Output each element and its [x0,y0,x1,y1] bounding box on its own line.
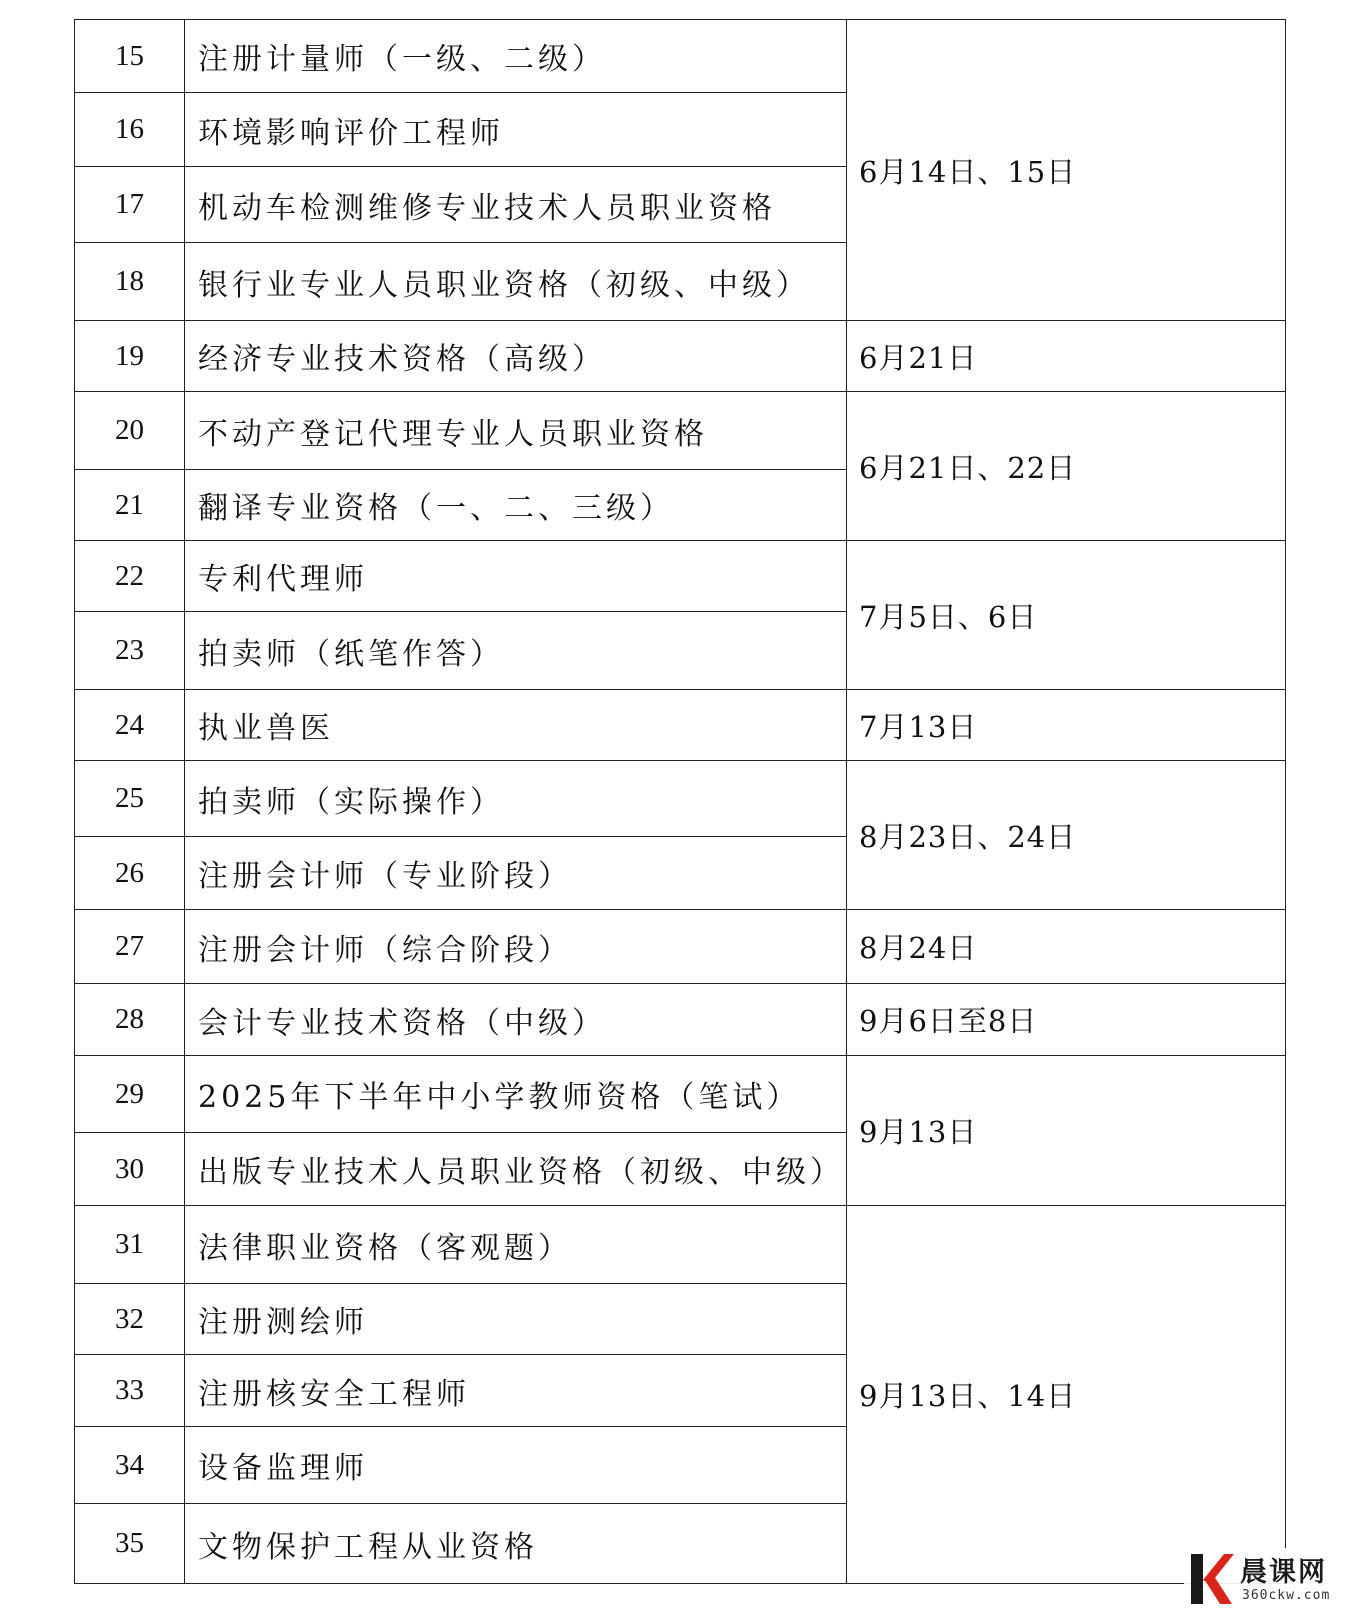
table-row [75,321,1286,392]
exam-name: 设备监理师 [185,1427,847,1504]
row-number: 31 [75,1206,185,1284]
exam-date: 6月14日、15日 [847,20,1286,321]
row-number: 18 [75,243,185,321]
row-number: 21 [75,470,185,541]
row-number: 22 [75,541,185,612]
row-number: 33 [75,1355,185,1427]
exam-date: 8月24日 [847,910,1286,984]
exam-date: 9月13日、14日 [847,1206,1286,1584]
k-logo-icon [1188,1550,1234,1608]
exam-name: 文物保护工程从业资格 [185,1504,847,1584]
row-number: 23 [75,612,185,690]
row-number: 29 [75,1056,185,1133]
table-row [75,392,1286,470]
row-number: 34 [75,1427,185,1504]
exam-name: 银行业专业人员职业资格（初级、中级） [185,243,847,321]
exam-name: 经济专业技术资格（高级） [185,321,847,392]
row-number: 27 [75,910,185,984]
exam-name: 注册核安全工程师 [185,1355,847,1427]
exam-name: 拍卖师（实际操作） [185,761,847,837]
exam-name: 专利代理师 [185,541,847,612]
row-number: 17 [75,167,185,243]
watermark-site-name: 晨课网 [1240,1557,1327,1588]
row-number: 26 [75,837,185,910]
table-row [75,20,1286,93]
table-row [75,761,1286,837]
exam-name: 法律职业资格（客观题） [185,1206,847,1284]
exam-date: 9月6日至8日 [847,984,1286,1056]
table-row [75,910,1286,984]
row-number: 15 [75,20,185,93]
exam-name: 拍卖师（纸笔作答） [185,612,847,690]
exam-date: 8月23日、24日 [847,761,1286,910]
exam-name: 2025年下半年中小学教师资格（笔试） [185,1056,847,1133]
exam-name: 会计专业技术资格（中级） [185,984,847,1056]
row-number: 30 [75,1133,185,1206]
row-number: 25 [75,761,185,837]
row-number: 32 [75,1284,185,1355]
watermark [1184,1548,1342,1612]
exam-name: 注册会计师（专业阶段） [185,837,847,910]
exam-name: 执业兽医 [185,690,847,761]
exam-date: 7月5日、6日 [847,541,1286,690]
row-number: 35 [75,1504,185,1584]
exam-name: 环境影响评价工程师 [185,93,847,167]
exam-name: 翻译专业资格（一、二、三级） [185,470,847,541]
table-row [75,541,1286,612]
exam-name: 注册会计师（综合阶段） [185,910,847,984]
table-row [75,984,1286,1056]
table-row [75,1206,1286,1284]
table-row [75,690,1286,761]
table-row [75,1056,1286,1133]
row-number: 28 [75,984,185,1056]
exam-name: 出版专业技术人员职业资格（初级、中级） [185,1133,847,1206]
row-number: 16 [75,93,185,167]
exam-name: 不动产登记代理专业人员职业资格 [185,392,847,470]
exam-date: 6月21日、22日 [847,392,1286,541]
row-number: 19 [75,321,185,392]
exam-date: 7月13日 [847,690,1286,761]
exam-name: 注册测绘师 [185,1284,847,1355]
row-number: 24 [75,690,185,761]
exam-name: 机动车检测维修专业技术人员职业资格 [185,167,847,243]
exam-name: 注册计量师（一级、二级） [185,20,847,93]
exam-date: 9月13日 [847,1056,1286,1206]
exam-date: 6月21日 [847,321,1286,392]
exam-schedule-table [74,19,1286,1584]
watermark-url: 360ckw.com [1242,1588,1331,1603]
row-number: 20 [75,392,185,470]
